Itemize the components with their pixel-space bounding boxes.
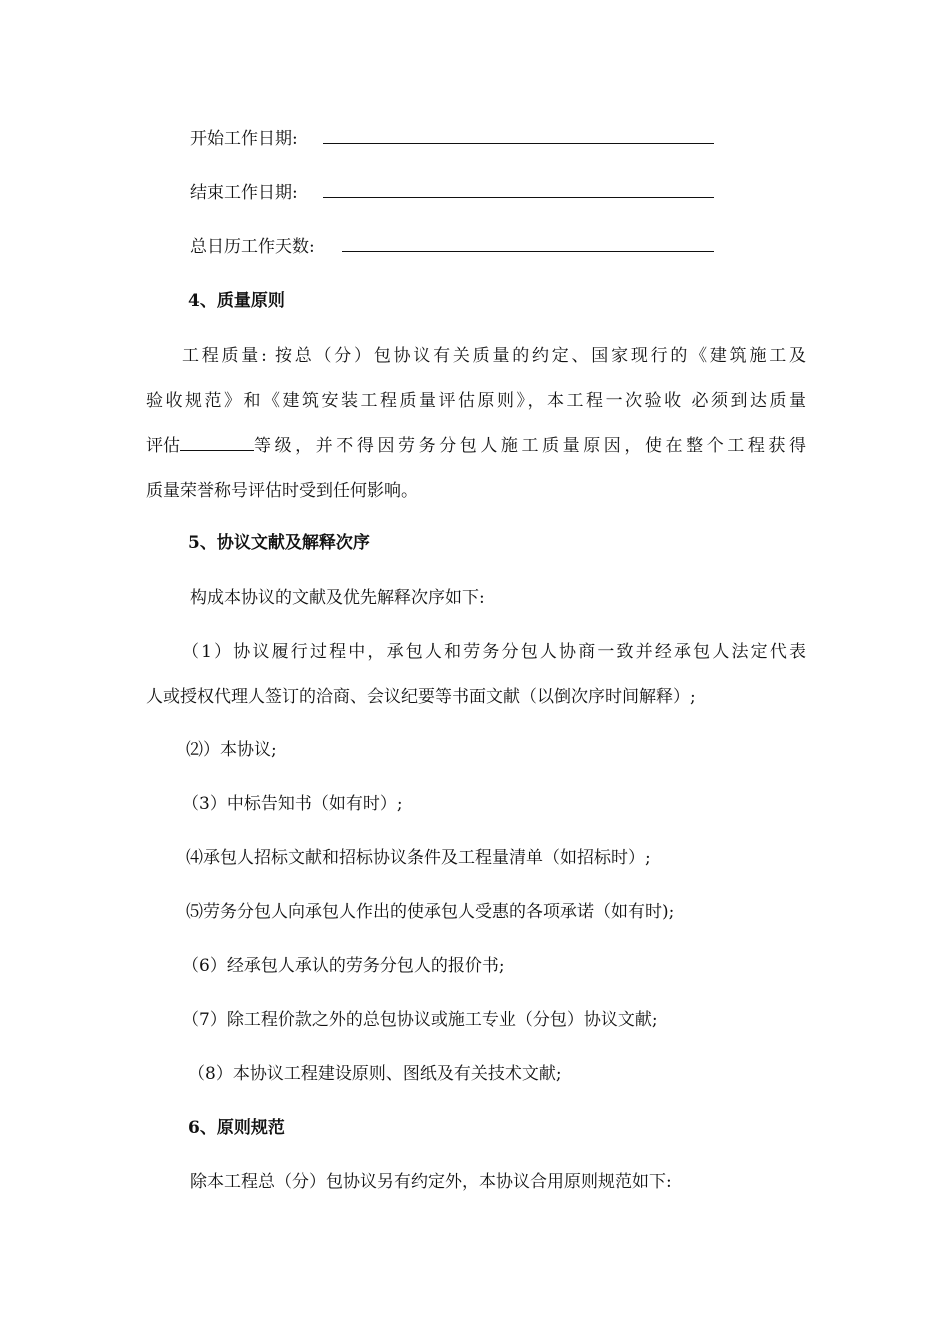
quality-line-3-end: 等级，并不得因劳务分包人施工质量原因，使在整个工程获得	[254, 436, 806, 456]
quality-paragraph-line-3	[146, 431, 806, 456]
end-date-field[interactable]	[323, 197, 714, 198]
quality-paragraph-line-2: 验收规范》和《建筑安装工程质量评估原则》，本工程一次验收 必须到达质量	[146, 391, 806, 411]
start-date-label: 开始工作日期:	[190, 129, 298, 149]
document-item-6: （6）经承包人承认的劳务分包人的报价书;	[182, 956, 505, 976]
start-date-field[interactable]	[323, 143, 714, 144]
quality-line-3-start: 评估	[146, 436, 180, 456]
document-item-1-line-1: （1）协议履行过程中，承包人和劳务分包人协商一致并经承包人法定代表	[182, 642, 806, 662]
document-item-3: （3）中标告知书（如有时）;	[182, 794, 403, 814]
section-4-heading: 4、质量原则	[188, 291, 285, 311]
quality-paragraph-line-4: 质量荣誉称号评估时受到任何影响。	[146, 481, 418, 501]
end-date-label: 结束工作日期:	[190, 183, 298, 203]
quality-grade-blank[interactable]	[180, 450, 254, 451]
total-days-field[interactable]	[342, 251, 714, 252]
document-item-2: ⑵）本协议;	[186, 740, 277, 760]
document-item-7: （7）除工程价款之外的总包协议或施工专业（分包）协议文献;	[182, 1010, 658, 1030]
document-item-1-line-2: 人或授权代理人签订的洽商、会议纪要等书面文献（以倒次序时间解释）;	[146, 687, 696, 707]
section-5-heading: 5、协议文献及解释次序	[188, 533, 370, 553]
document-item-5: ⑸劳务分包人向承包人作出的使承包人受惠的各项承诺（如有时);	[186, 902, 675, 922]
quality-paragraph-line-1: 工程质量: 按总（分）包协议有关质量的约定、国家现行的《建筑施工及	[182, 346, 806, 366]
section-6-heading: 6、原则规范	[188, 1118, 285, 1138]
total-days-label: 总日历工作天数:	[190, 237, 315, 257]
standards-intro: 除本工程总（分）包协议另有约定外，本协议合用原则规范如下:	[190, 1172, 672, 1192]
document-item-8: （8）本协议工程建设原则、图纸及有关技术文献;	[188, 1064, 562, 1084]
document-item-4: ⑷承包人招标文献和招标协议条件及工程量清单（如招标时）;	[186, 848, 651, 868]
documents-intro: 构成本协议的文献及优先解释次序如下:	[190, 588, 485, 608]
